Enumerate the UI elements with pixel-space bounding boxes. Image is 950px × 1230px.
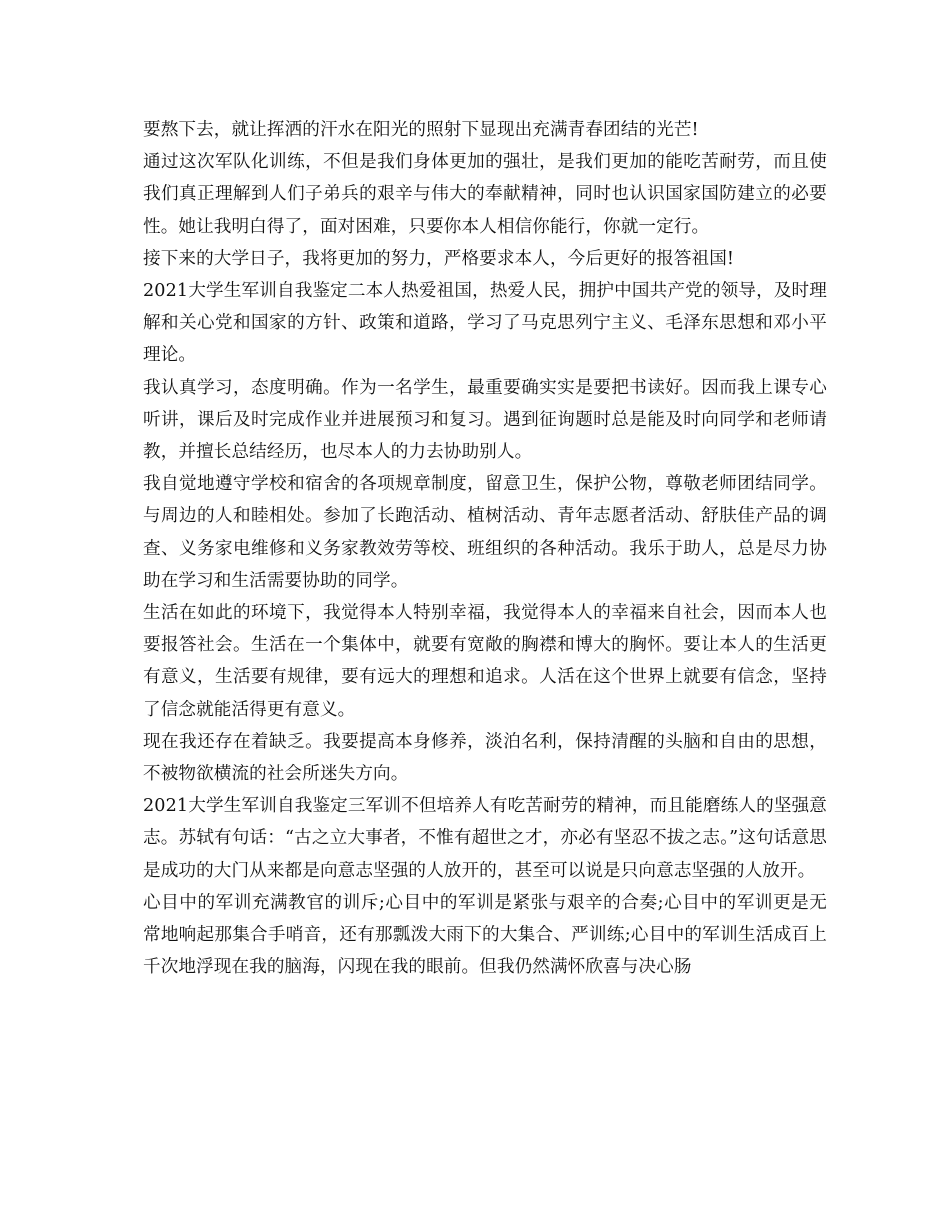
paragraph-3: 接下来的大学日子，我将更加的努力，严格要求本人，今后更好的报答祖国! xyxy=(143,248,735,269)
document-body xyxy=(143,114,827,983)
paragraph-8: 现在我还存在着缺乏。我要提高本身修养，淡泊名利，保持清醒的头脑和自由的思想，不被物欲横流的社会所迷失方向。 xyxy=(143,731,827,785)
paragraph-1: 要熬下去，就让挥洒的汗水在阳光的照射下显现出充满青春团结的光芒! xyxy=(143,120,699,140)
paragraph-7: 生活在如此的环境下，我觉得本人特别幸福，我觉得本人的幸福来自社会，因而本人也要报答社会。生活在一个集体中，就要有宽敞的胸襟和博大的胸怀。要让本人的生活更有意义，生活要有规律，要有远大的理想和追求。人活在这个世界上就要有信念，坚持了信念就能活得更有意义。 xyxy=(143,603,827,720)
paragraph-2: 通过这次军队化训练，不但是我们身体更加的强壮，是我们更加的能吃苦耐劳，而且使我们真正理解到人们子弟兵的艰辛与伟大的奉献精神，同时也认识国家国防建立的必要性。她让我明白得了，面对困难，只要你本人相信你能行，你就一定行。 xyxy=(143,152,827,237)
paragraph-5: 我认真学习，态度明确。作为一名学生，最重要确实实是要把书读好。因而我上课专心听讲，课后及时完成作业并进展预习和复习。遇到征询题时总是能及时向同学和老师请教，并擅长总结经历，也尽本人的力去协助别人。 xyxy=(143,377,827,463)
paragraph-4: 2021大学生军训自我鉴定二本人热爱祖国，热爱人民，拥护中国共产党的领导，及时理解和关心党和国家的方针、政策和道路，学习了马克思列宁主义、毛泽东思想和邓小平理论。 xyxy=(143,281,827,366)
paragraph-9: 2021大学生军训自我鉴定三军训不但培养人有吃苦耐劳的精神，而且能磨练人的坚强意志。苏轼有句话：“古之立大事者，不惟有超世之才，亦必有坚忍不拔之志。”这句话意思是成功的大门从来都是向意志坚强的人放开的，甚至可以说是只向意志坚强的人放开。 xyxy=(143,796,827,881)
paragraph-10: 心目中的军训充满教官的训斥;心目中的军训是紧张与艰辛的合奏;心目中的军训更是无常地响起那集合手哨音，还有那瓢泼大雨下的大集合、严训练;心目中的军训生活成百上千次地浮现在我的脑海，闪现在我的眼前。但我仍然满怀欣喜与决心肠 xyxy=(143,892,827,978)
paragraph-6: 我自觉地遵守学校和宿舍的各项规章制度，留意卫生，保护公物，尊敬老师团结同学。与周边的人和睦相处。参加了长跑活动、植树活动、青年志愿者活动、舒肤佳产品的调查、义务家电维修和义务家教效劳等校、班组织的各种活动。我乐于助人，总是尽力协助在学习和生活需要协助的同学。 xyxy=(143,474,827,591)
